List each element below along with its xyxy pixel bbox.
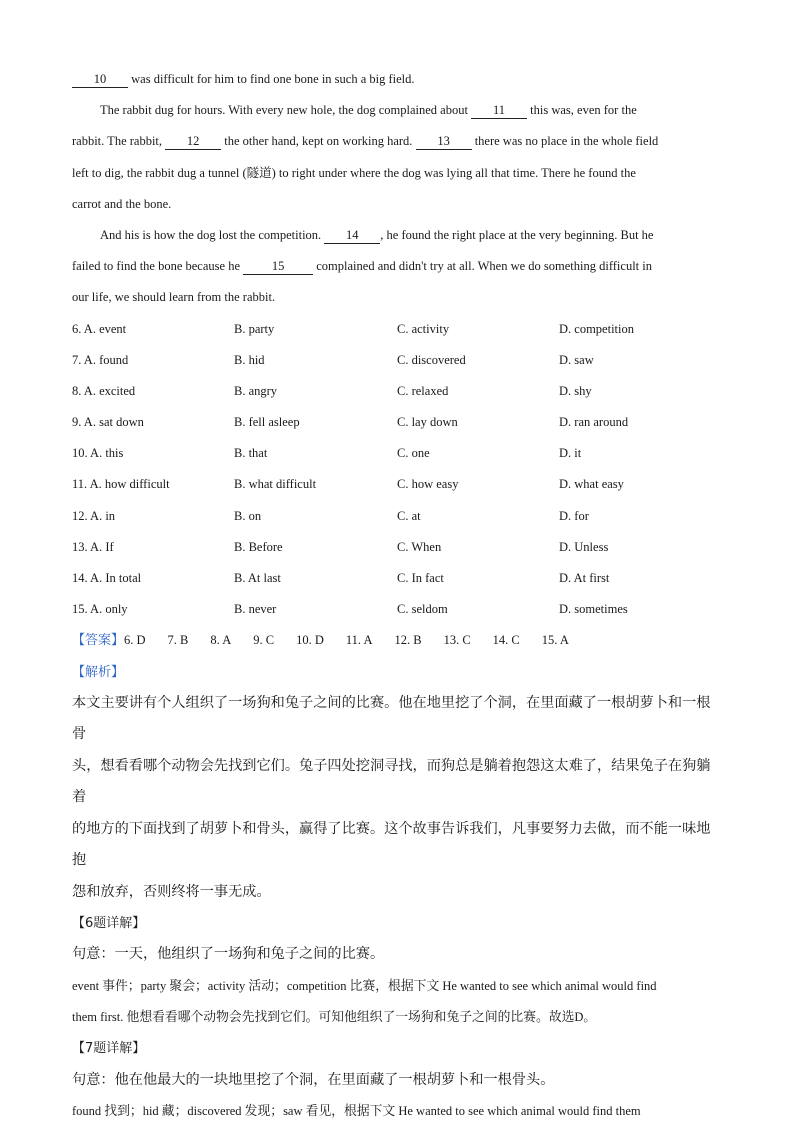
option-a: 12. A. in <box>72 508 116 523</box>
option-d: D. At first <box>559 571 610 585</box>
quote: them first. <box>72 1010 124 1025</box>
question-12 <box>72 501 722 532</box>
analysis-line: 本文主要讲有个人组织了一场狗和兔子之间的比赛。他在地里挖了个洞，在里面藏了一根胡萝卜和一根骨 <box>72 694 711 743</box>
blank-10: 10 <box>72 72 128 88</box>
gloss: 比赛，根据下文 <box>349 978 440 994</box>
question-options <box>72 314 722 626</box>
passage-line-4 <box>72 158 722 189</box>
passage-text: And his is how the dog lost the competition. <box>100 227 322 242</box>
analysis-line: 头，想看看哪个动物会先找到它们。兔子四处挖洞寻找，而狗总是躺着抱怨这太难了，结果兔子在狗躺着 <box>72 757 711 806</box>
option-a: 9. A. sat down <box>72 415 144 430</box>
answer-key <box>72 625 722 656</box>
option-b: B. what difficult <box>234 477 317 492</box>
question-7 <box>72 345 722 376</box>
word: event <box>72 978 100 993</box>
answer-item: 15. A <box>541 633 569 648</box>
passage-text: failed to find the bone because he <box>72 259 240 274</box>
option-c: C. In fact <box>397 571 444 585</box>
detail-6-line-1 <box>72 971 722 1002</box>
blank-12: 12 <box>165 134 221 150</box>
word: hid <box>142 1104 159 1118</box>
option-a: 11. A. how difficult <box>72 477 170 492</box>
passage-line-6 <box>72 220 722 251</box>
answer-item: 7. B <box>167 633 189 648</box>
answer-item: 14. C <box>492 633 520 648</box>
option-a: 13. A. If <box>72 539 114 554</box>
detail-7-heading: 【7题详解】 <box>72 1041 146 1057</box>
gloss: 活动； <box>248 978 287 994</box>
detail-7-line-1 <box>72 1096 722 1127</box>
option-c: C. seldom <box>397 602 448 617</box>
passage-line-8 <box>72 282 722 313</box>
answer-item: 8. A <box>210 633 232 648</box>
option-c: C. discovered <box>397 352 466 367</box>
option-c: C. relaxed <box>397 383 449 398</box>
option-b: B. never <box>234 602 277 617</box>
passage-text: this was, even for the <box>530 103 637 118</box>
question-15 <box>72 594 722 625</box>
word: activity <box>207 978 246 993</box>
detail-6-meaning: 句意：一天，他组织了一场狗和兔子之间的比赛。 <box>72 946 385 963</box>
answer-item: 13. C <box>443 633 471 648</box>
quote: He wanted to see which animal would find <box>442 978 657 993</box>
gloss: 事件； <box>102 978 141 994</box>
option-b: B. At last <box>234 571 281 585</box>
option-b: B. hid <box>234 352 265 367</box>
question-10 <box>72 438 722 469</box>
detail-7-meaning: 句意：他在他最大的一块地里挖了个洞，在里面藏了一根胡萝卜和一根骨头。 <box>72 1071 555 1088</box>
option-c: C. at <box>397 508 421 523</box>
detail-6-line-2 <box>72 1002 722 1033</box>
explanation: 他想看看哪个动物会先找到它们。可知他组织了一场狗和兔子之间的比赛。故选 <box>126 1010 575 1026</box>
option-c: C. lay down <box>397 415 458 430</box>
answer-tag: 【答案】 <box>72 633 125 649</box>
option-d: D. Unless <box>559 539 609 554</box>
quote: He wanted to see which animal would find them <box>398 1104 641 1118</box>
option-b: B. that <box>234 446 268 461</box>
option-d: D. for <box>559 508 589 523</box>
analysis-line: 的地方的下面找到了胡萝卜和骨头，赢得了比赛。这个故事告诉我们，凡事要努力去做，而不能一味地抱 <box>72 820 711 869</box>
word: saw <box>283 1104 303 1118</box>
analysis-tag: 【解析】 <box>72 664 125 680</box>
word: competition <box>286 978 347 993</box>
option-c: C. how easy <box>397 477 459 492</box>
gloss: 发现； <box>244 1104 284 1119</box>
question-6 <box>72 314 722 345</box>
passage-text: rabbit. The rabbit, <box>72 134 163 149</box>
passage-line-7 <box>72 251 722 282</box>
option-d: D. it <box>559 446 582 461</box>
option-a: 7. A. found <box>72 352 129 367</box>
option-d: D. ran around <box>559 415 629 430</box>
option-a: 6. A. event <box>72 321 127 336</box>
document-page <box>72 64 722 1127</box>
question-8 <box>72 376 722 407</box>
option-b: B. Before <box>234 539 283 554</box>
option-b: B. on <box>234 508 262 523</box>
blank-15: 15 <box>243 259 313 275</box>
passage-line-2 <box>72 95 722 126</box>
option-c: C. When <box>397 539 442 554</box>
option-a: 15. A. only <box>72 602 128 617</box>
question-13 <box>72 532 722 563</box>
option-d: D. saw <box>559 352 594 367</box>
gloss: 聚会； <box>169 978 208 994</box>
answer: D。 <box>574 1010 596 1025</box>
gloss: 找到； <box>104 1104 143 1119</box>
blank-13: 13 <box>416 134 472 150</box>
blank-11: 11 <box>471 103 527 119</box>
option-c: C. one <box>397 446 430 461</box>
analysis-paragraph <box>72 688 722 909</box>
passage-text: left to dig, the rabbit dug a tunnel (隧道) to right under where the dog was lying all that time. There he found the <box>72 165 636 180</box>
answer-item: 6. D <box>124 633 146 648</box>
passage-line-1 <box>72 64 722 95</box>
passage-text: , he found the right place at the very beginning. But he <box>380 227 654 242</box>
option-b: B. angry <box>234 383 278 398</box>
option-d: D. sometimes <box>559 602 628 617</box>
word: found <box>72 1104 102 1118</box>
option-d: D. shy <box>559 383 592 398</box>
passage-text: The rabbit dug for hours. With every new hole, the dog complained about <box>100 103 468 118</box>
question-9 <box>72 407 722 438</box>
passage-line-3 <box>72 126 722 157</box>
word: party <box>140 978 167 993</box>
question-11 <box>72 469 722 500</box>
passage-text: our life, we should learn from the rabbit. <box>72 290 276 305</box>
passage-text: the other hand, kept on working hard. <box>224 134 413 149</box>
blank-14: 14 <box>324 228 380 244</box>
option-a: 8. A. excited <box>72 383 136 398</box>
word: discovered <box>187 1104 242 1118</box>
option-a: 14. A. In total <box>72 571 142 585</box>
passage-text: there was no place in the whole field <box>474 134 659 149</box>
gloss: 藏； <box>161 1104 188 1119</box>
answer-item: 10. D <box>296 633 324 648</box>
passage-text: was difficult for him to find one bone in such a big field. <box>131 72 415 86</box>
option-c: C. activity <box>397 321 450 336</box>
option-b: B. fell asleep <box>234 415 300 430</box>
question-14 <box>72 563 722 594</box>
gloss: 看见，根据下文 <box>305 1104 396 1119</box>
option-a: 10. A. this <box>72 446 124 461</box>
passage-line-5 <box>72 189 722 220</box>
option-b: B. party <box>234 321 275 336</box>
analysis-line: 怨和放弃，否则终将一事无成。 <box>72 883 271 900</box>
answer-item: 9. C <box>253 633 275 648</box>
passage-text: carrot and the bone. <box>72 196 172 211</box>
option-d: D. competition <box>559 321 634 336</box>
detail-6-heading: 【6题详解】 <box>72 916 146 932</box>
answer-item: 12. B <box>394 633 422 648</box>
option-d: D. what easy <box>559 477 624 492</box>
answer-item: 11. A <box>345 633 373 648</box>
passage-text: complained and didn't try at all. When we do something difficult in <box>316 259 652 274</box>
